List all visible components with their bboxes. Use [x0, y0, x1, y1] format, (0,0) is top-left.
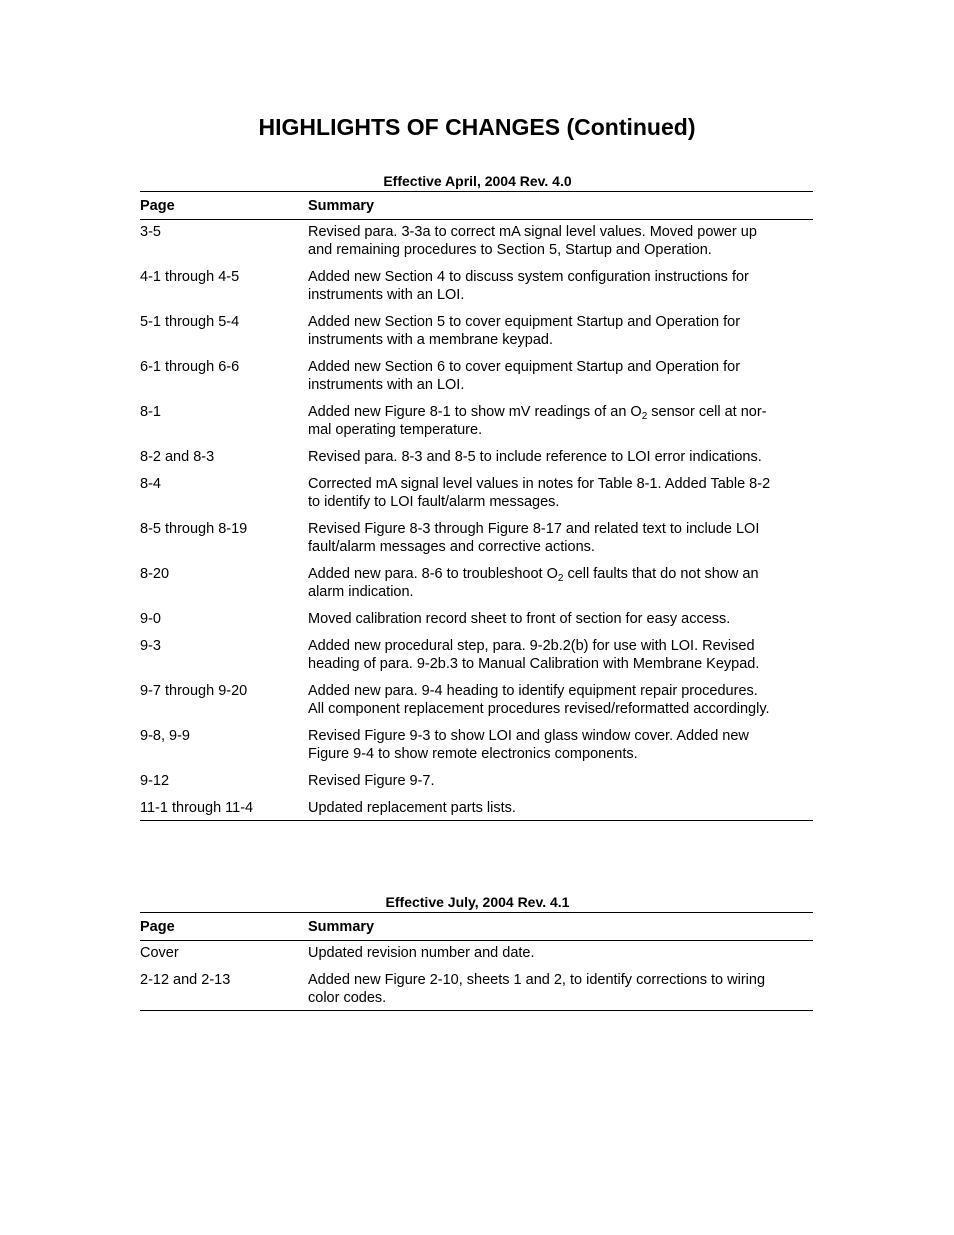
summary-cell [308, 682, 813, 727]
summary-cell [308, 448, 813, 475]
summary-cell [308, 610, 813, 637]
summary-line: Moved calibration record sheet to front of section for easy access. [308, 611, 731, 627]
summary-cell [308, 475, 813, 520]
page-cell: 8-20 [140, 566, 170, 582]
table-row [140, 610, 813, 637]
subscript: 2 [641, 411, 648, 422]
table-row [140, 799, 813, 821]
summary-line: mal operating temperature. [308, 422, 483, 438]
summary-line: heading of para. 9-2b.3 to Manual Calibration with Membrane Keypad. [308, 656, 760, 672]
page-cell: 9-3 [140, 638, 161, 654]
page-title: HIGHLIGHTS OF CHANGES (Continued) [258, 114, 696, 140]
summary-line: Updated revision number and date. [308, 945, 535, 961]
page-cell: 8-4 [140, 476, 161, 492]
table-header-row [140, 192, 813, 220]
table-row [140, 358, 813, 403]
page-cell: Cover [140, 945, 179, 961]
summary-line: to identify to LOI fault/alarm messages. [308, 494, 560, 510]
subscript: 2 [557, 573, 564, 584]
table-row [140, 313, 813, 358]
page-cell: 11-1 through 11-4 [140, 799, 308, 821]
page-cell: 8-1 [140, 404, 161, 420]
summary-line: Added new procedural step, para. 9-2b.2(b) for use with LOI. Revised [308, 638, 755, 654]
summary-line: and remaining procedures to Section 5, Startup and Operation. [308, 242, 712, 258]
summary-cell [308, 772, 813, 799]
summary-line: Added new Section 6 to cover equipment Startup and Operation for [308, 359, 741, 375]
summary-cell [308, 220, 813, 269]
changes-table [140, 191, 813, 821]
summary-line: Revised Figure 8-3 through Figure 8-17 and related text to include LOI [308, 521, 760, 537]
page-cell: 9-0 [140, 611, 161, 627]
page-cell: 6-1 through 6-6 [140, 359, 240, 375]
summary-line: Added new para. 9-4 heading to identify equipment repair procedures. [308, 683, 758, 699]
summary-line: color codes. [308, 990, 387, 1006]
table-caption: Effective April, 2004 Rev. 4.0 [383, 173, 572, 189]
summary-line: Figure 9-4 to show remote electronics components. [308, 746, 638, 762]
table-caption: Effective July, 2004 Rev. 4.1 [385, 894, 570, 910]
table-row [140, 637, 813, 682]
summary-cell [308, 358, 813, 403]
summary-cell [308, 637, 813, 682]
summary-line: fault/alarm messages and corrective actions. [308, 539, 595, 555]
column-header-summary: Summary [308, 913, 813, 941]
summary-line: instruments with a membrane keypad. [308, 332, 553, 348]
summary-cell [308, 313, 813, 358]
table-row [140, 941, 813, 972]
page-cell: 4-1 through 4-5 [140, 269, 240, 285]
summary-line: sensor cell at nor- [647, 404, 767, 420]
table-row [140, 772, 813, 799]
summary-line: Added new para. 8-6 to troubleshoot O [308, 566, 558, 582]
summary-line: Added new Figure 8-1 to show mV readings of an O [308, 404, 642, 420]
table-row [140, 520, 813, 565]
table-header-row [140, 913, 813, 941]
summary-cell [308, 565, 813, 610]
page-cell: 9-8, 9-9 [140, 728, 190, 744]
table-row [140, 220, 813, 269]
summary-line: Added new Section 5 to cover equipment Startup and Operation for [308, 314, 741, 330]
summary-cell [308, 799, 813, 821]
summary-line: All component replacement procedures revised/reformatted accordingly. [308, 701, 770, 717]
summary-cell [308, 520, 813, 565]
page-cell: 3-5 [140, 224, 161, 240]
revision-section-4-1 [140, 894, 813, 1011]
summary-line: Revised para. 3-3a to correct mA signal level values. Moved power up [308, 224, 757, 240]
table-row [140, 475, 813, 520]
summary-cell [308, 268, 813, 313]
page-cell: 2-12 and 2-13 [140, 971, 308, 1011]
summary-line: Revised para. 8-3 and 8-5 to include reference to LOI error indications. [308, 449, 762, 465]
table-row [140, 448, 813, 475]
summary-cell [308, 941, 813, 972]
summary-cell [308, 727, 813, 772]
summary-line: Added new Figure 2-10, sheets 1 and 2, to identify corrections to wiring [308, 972, 766, 988]
summary-line: instruments with an LOI. [308, 287, 465, 303]
summary-line: Added new Section 4 to discuss system configuration instructions for [308, 269, 749, 285]
page-cell: 8-2 and 8-3 [140, 449, 215, 465]
revision-section-4-0 [140, 173, 813, 821]
column-header-page: Page [140, 913, 308, 941]
summary-line: Updated replacement parts lists. [308, 800, 516, 816]
table-row [140, 268, 813, 313]
changes-table [140, 912, 813, 1011]
summary-line: alarm indication. [308, 584, 414, 600]
page-cell: 9-7 through 9-20 [140, 683, 248, 699]
table-row [140, 565, 813, 610]
table-row [140, 727, 813, 772]
summary-cell [308, 403, 813, 448]
summary-line: Revised Figure 9-3 to show LOI and glass window cover. Added new [308, 728, 749, 744]
page-cell: 8-5 through 8-19 [140, 521, 248, 537]
page-cell: 9-12 [140, 773, 170, 789]
column-header-summary: Summary [308, 192, 813, 220]
table-row [140, 403, 813, 448]
summary-line: Revised Figure 9-7. [308, 773, 435, 789]
page-cell: 5-1 through 5-4 [140, 314, 240, 330]
summary-cell [308, 971, 813, 1011]
table-row [140, 682, 813, 727]
summary-line: Corrected mA signal level values in notes for Table 8-1. Added Table 8-2 [308, 476, 771, 492]
column-header-page: Page [140, 192, 308, 220]
table-row [140, 971, 813, 1011]
summary-line: instruments with an LOI. [308, 377, 465, 393]
summary-line: cell faults that do not show an [563, 566, 759, 582]
